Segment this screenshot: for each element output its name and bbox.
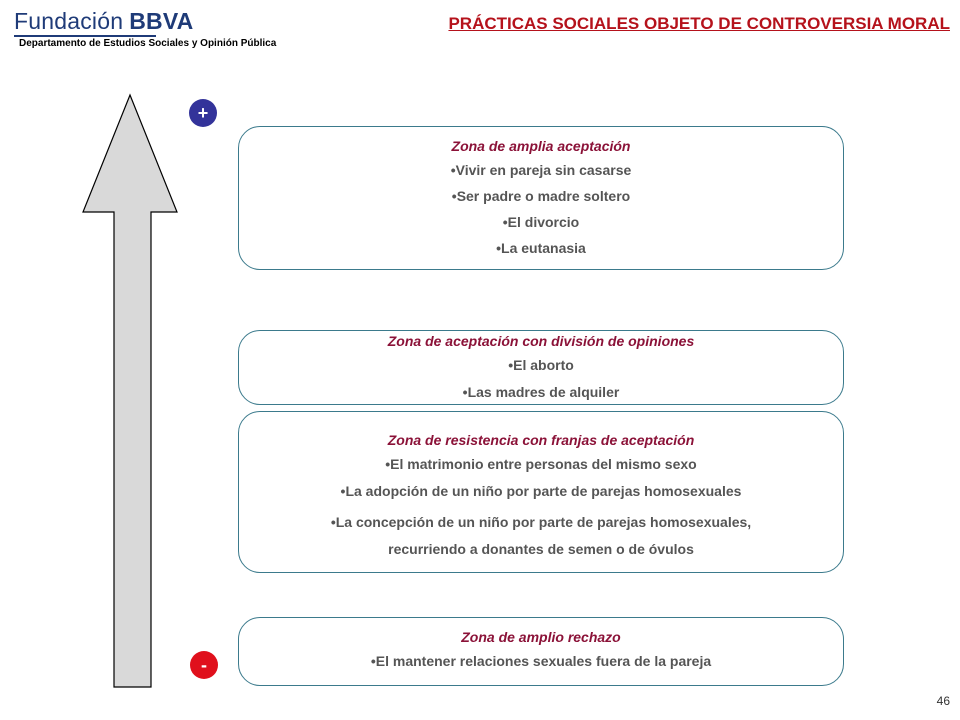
minus-marker: - — [190, 651, 218, 679]
fundacion-bbva-logo — [14, 8, 193, 35]
acceptance-scale-arrow — [80, 92, 180, 690]
zone-item: • El mantener relaciones sexuales fuera de la pareja — [239, 648, 843, 674]
zone-item: • El divorcio — [239, 209, 843, 235]
zone-wide-acceptance — [238, 126, 844, 270]
logo-brand: BBVA — [129, 8, 194, 34]
zone-item: • La eutanasia — [239, 235, 843, 261]
zone-resistance — [238, 411, 844, 573]
zone-wide-rejection — [238, 617, 844, 686]
zone-item: • Ser padre o madre soltero — [239, 183, 843, 209]
arrow-shape — [83, 95, 177, 687]
zone-item: • El aborto — [239, 352, 843, 379]
zone-divided-opinions — [238, 330, 844, 405]
zone-item: • La adopción de un niño por parte de parejas homosexuales — [239, 478, 843, 505]
zone-item: • Vivir en pareja sin casarse — [239, 157, 843, 183]
plus-marker: + — [189, 99, 217, 127]
logo-underline — [14, 35, 156, 37]
page-number: 46 — [936, 694, 950, 708]
department-label: Departamento de Estudios Sociales y Opinión Pública — [19, 38, 277, 49]
zone-title: Zona de resistencia con franjas de aceptación — [387, 432, 695, 448]
zone-item: • La concepción de un niño por parte de parejas homosexuales, recurriendo a donantes de semen o de óvulos — [239, 509, 843, 563]
zone-title: Zona de amplio rechazo — [461, 629, 621, 645]
zone-item: • Las madres de alquiler — [239, 379, 843, 405]
page-title: PRÁCTICAS SOCIALES OBJETO DE CONTROVERSIA MORAL — [448, 14, 950, 33]
zone-title: Zona de amplia aceptación — [451, 138, 631, 154]
zone-title: Zona de aceptación con división de opiniones — [387, 333, 695, 349]
zone-item: • El matrimonio entre personas del mismo sexo — [239, 451, 843, 478]
logo-prefix: Fundación — [14, 8, 124, 34]
